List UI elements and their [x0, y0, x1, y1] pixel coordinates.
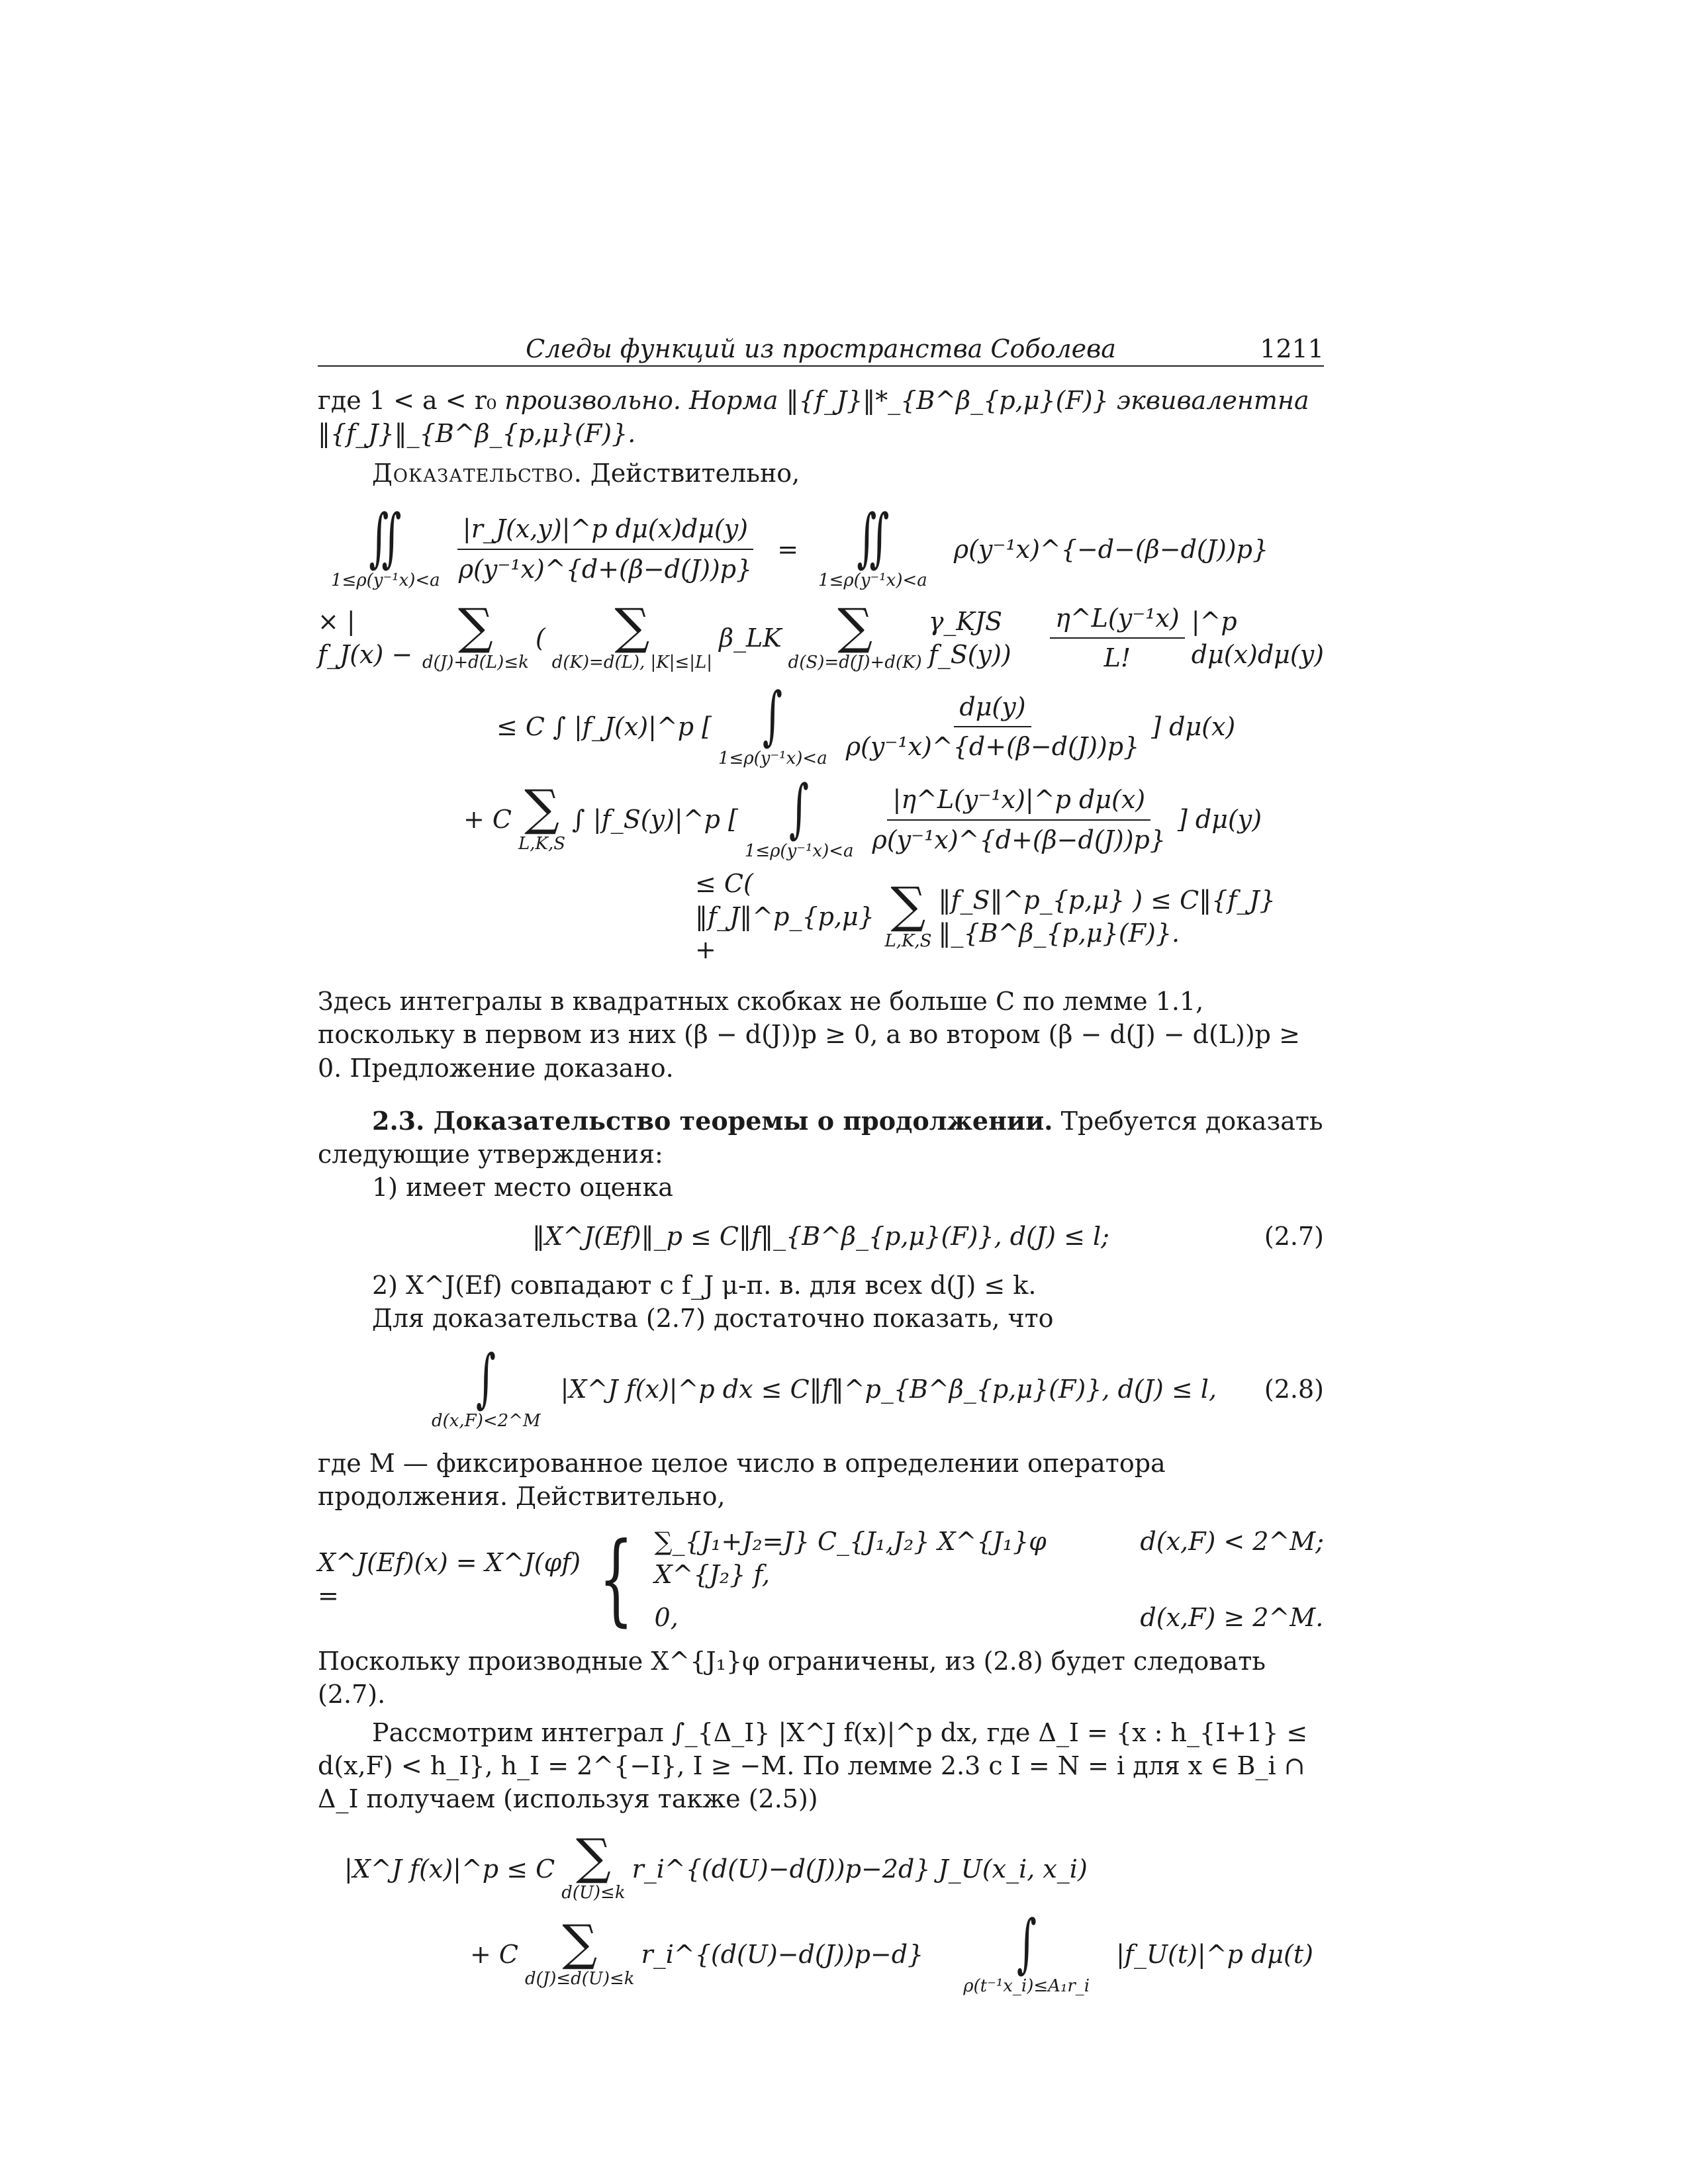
display-equation: ∬ 1≤ρ(y⁻¹x)<a $\frac{\text{|r\_J(x,y)|\textasciicircum{}p dμ(x)dμ(y)}}{\text{ρ(y⁻¹x)\textasciicircum{}\{d+(β−d(J))p\}}}$ = ∬ 1≤ρ(y⁻¹x)<a ρ(y⁻¹x)^{−d−(β−d(J))p} [331, 500, 1269, 591]
display-equation: + C ∑ d(J)≤d(U)≤k r_i^{(d(U)−d(J))p−d} ∫ ρ(t⁻¹x_i)≤A₁r_i |f_U(t)|^p dμ(t) [470, 1905, 1313, 1996]
display-equation: + C ∑ L,K,S ∫ |f_S(y)|^p [ ∫ 1≤ρ(y⁻¹x)<a $\frac{\text{|η\textasciicircum{}L(y⁻¹x)|\textasciicircum{}p dμ(x)}}{\text{ρ(y⁻¹x)\textasciicircum{}\{d+(β−d(J))p\}}}$ ] dμ(y) [463, 771, 1262, 862]
paragraph: Для доказательства (2.7) достаточно показать, что [372, 1304, 1054, 1334]
page [318, 331, 1324, 1997]
paragraph: Поскольку производные X^{J₁}φ ограничены, из (2.8) будет следовать (2.7). [318, 1646, 1266, 1709]
display-equation: ≤ C( ‖f_J‖^p_{p,μ} + ∑ L,K,S ‖f_S‖^p_{p,μ} ) ≤ C‖{f_J}‖_{B^β_{p,μ}(F)}. [695, 868, 1276, 965]
list-item: 1) имеет место оценка [372, 1172, 673, 1202]
display-equation: ≤ C ∫ |f_J(x)|^p [ ∫ 1≤ρ(y⁻¹x)<a $\frac{d\mu(y)}{\text{ρ(y⁻¹x)\textasciicircum{}\{d+(β−d(J))p\}}}$ ] dμ(x) [496, 678, 1236, 769]
list-item: 2) X^J(Ef) совпадают с f_J μ-п. в. для всех d(J) ≤ k. [372, 1271, 1037, 1300]
proof-start: Доказательство. Действительно, [372, 459, 800, 488]
paragraph: где M — фиксированное целое число в определении оператора продолжения. Действительно, [318, 1448, 1166, 1512]
running-title: Следы функций из пространства Соболева [526, 334, 1116, 363]
equation-2-7: ‖X^J(Ef)‖_p ≤ C‖f‖_{B^β_{p,μ}(F)}, d(J) ≤ l; (2.7) [532, 1222, 1324, 1251]
display-equation: |X^J f(x)|^p ≤ C ∑ d(U)≤k r_i^{(d(U)−d(J))p−2d} J_U(x_i, x_i) [344, 1829, 1088, 1903]
page-number: 1211 [1260, 334, 1324, 363]
display-equation: × | f_J(x) − ∑ d(J)+d(L)≤k ( ∑ d(K)=d(L), |K|≤|L| β_LK ∑ d(S)=d(J)+d(K) γ_KJS f_S(y)) $\frac{\text{η\textasciicircum{}L(y⁻¹x)}}{L!}$ |^p dμ(x)dμ(y) [318, 598, 1324, 672]
section-heading: 2.3. Доказательство теоремы о продолжении. Требуется доказать следующие утверждения: [318, 1105, 1323, 1169]
running-header [318, 331, 1324, 367]
paragraph: Здесь интегралы в квадратных скобках не больше C по лемме 1.1, поскольку в первом из них (β − d(J))p ≥ 0, а во втором (β − d(J) − d(L))p ≥ 0. Предложение доказано. [318, 987, 1300, 1083]
display-equation: X^J(Ef)(x) = X^J(φf) = { ∑_{J₁+J₂=J} C_{J₁,J₂} X^{J₁}φ X^{J₂} f, d(x,F) < 2^M; 0, d(x,F) ≥ 2^M. [318, 1522, 1324, 1637]
equation-2-8: ∫ d(x,F)<2^M |X^J f(x)|^p dx ≤ C‖f‖^p_{B^β_{p,μ}(F)}, d(J) ≤ l, (2.8) [431, 1340, 1324, 1431]
statement-end: где 1 < a < r₀ произвольно. Норма ‖{f_J}‖*_{B^β_{p,μ}(F)} эквивалентна ‖{f_J}‖_{B^β_{p,μ}(F)}. [318, 386, 1309, 449]
paragraph: Рассмотрим интеграл ∫_{Δ_I} |X^J f(x)|^p dx, где Δ_I = {x : h_{I+1} ≤ d(x,F) < h_I}, h_I = 2^{−I}, I ≥ −M. По лемме 2.3 с I = N = i для x ∈ B_i ∩ Δ_I получаем (используя также (2.5)) [318, 1718, 1308, 1814]
